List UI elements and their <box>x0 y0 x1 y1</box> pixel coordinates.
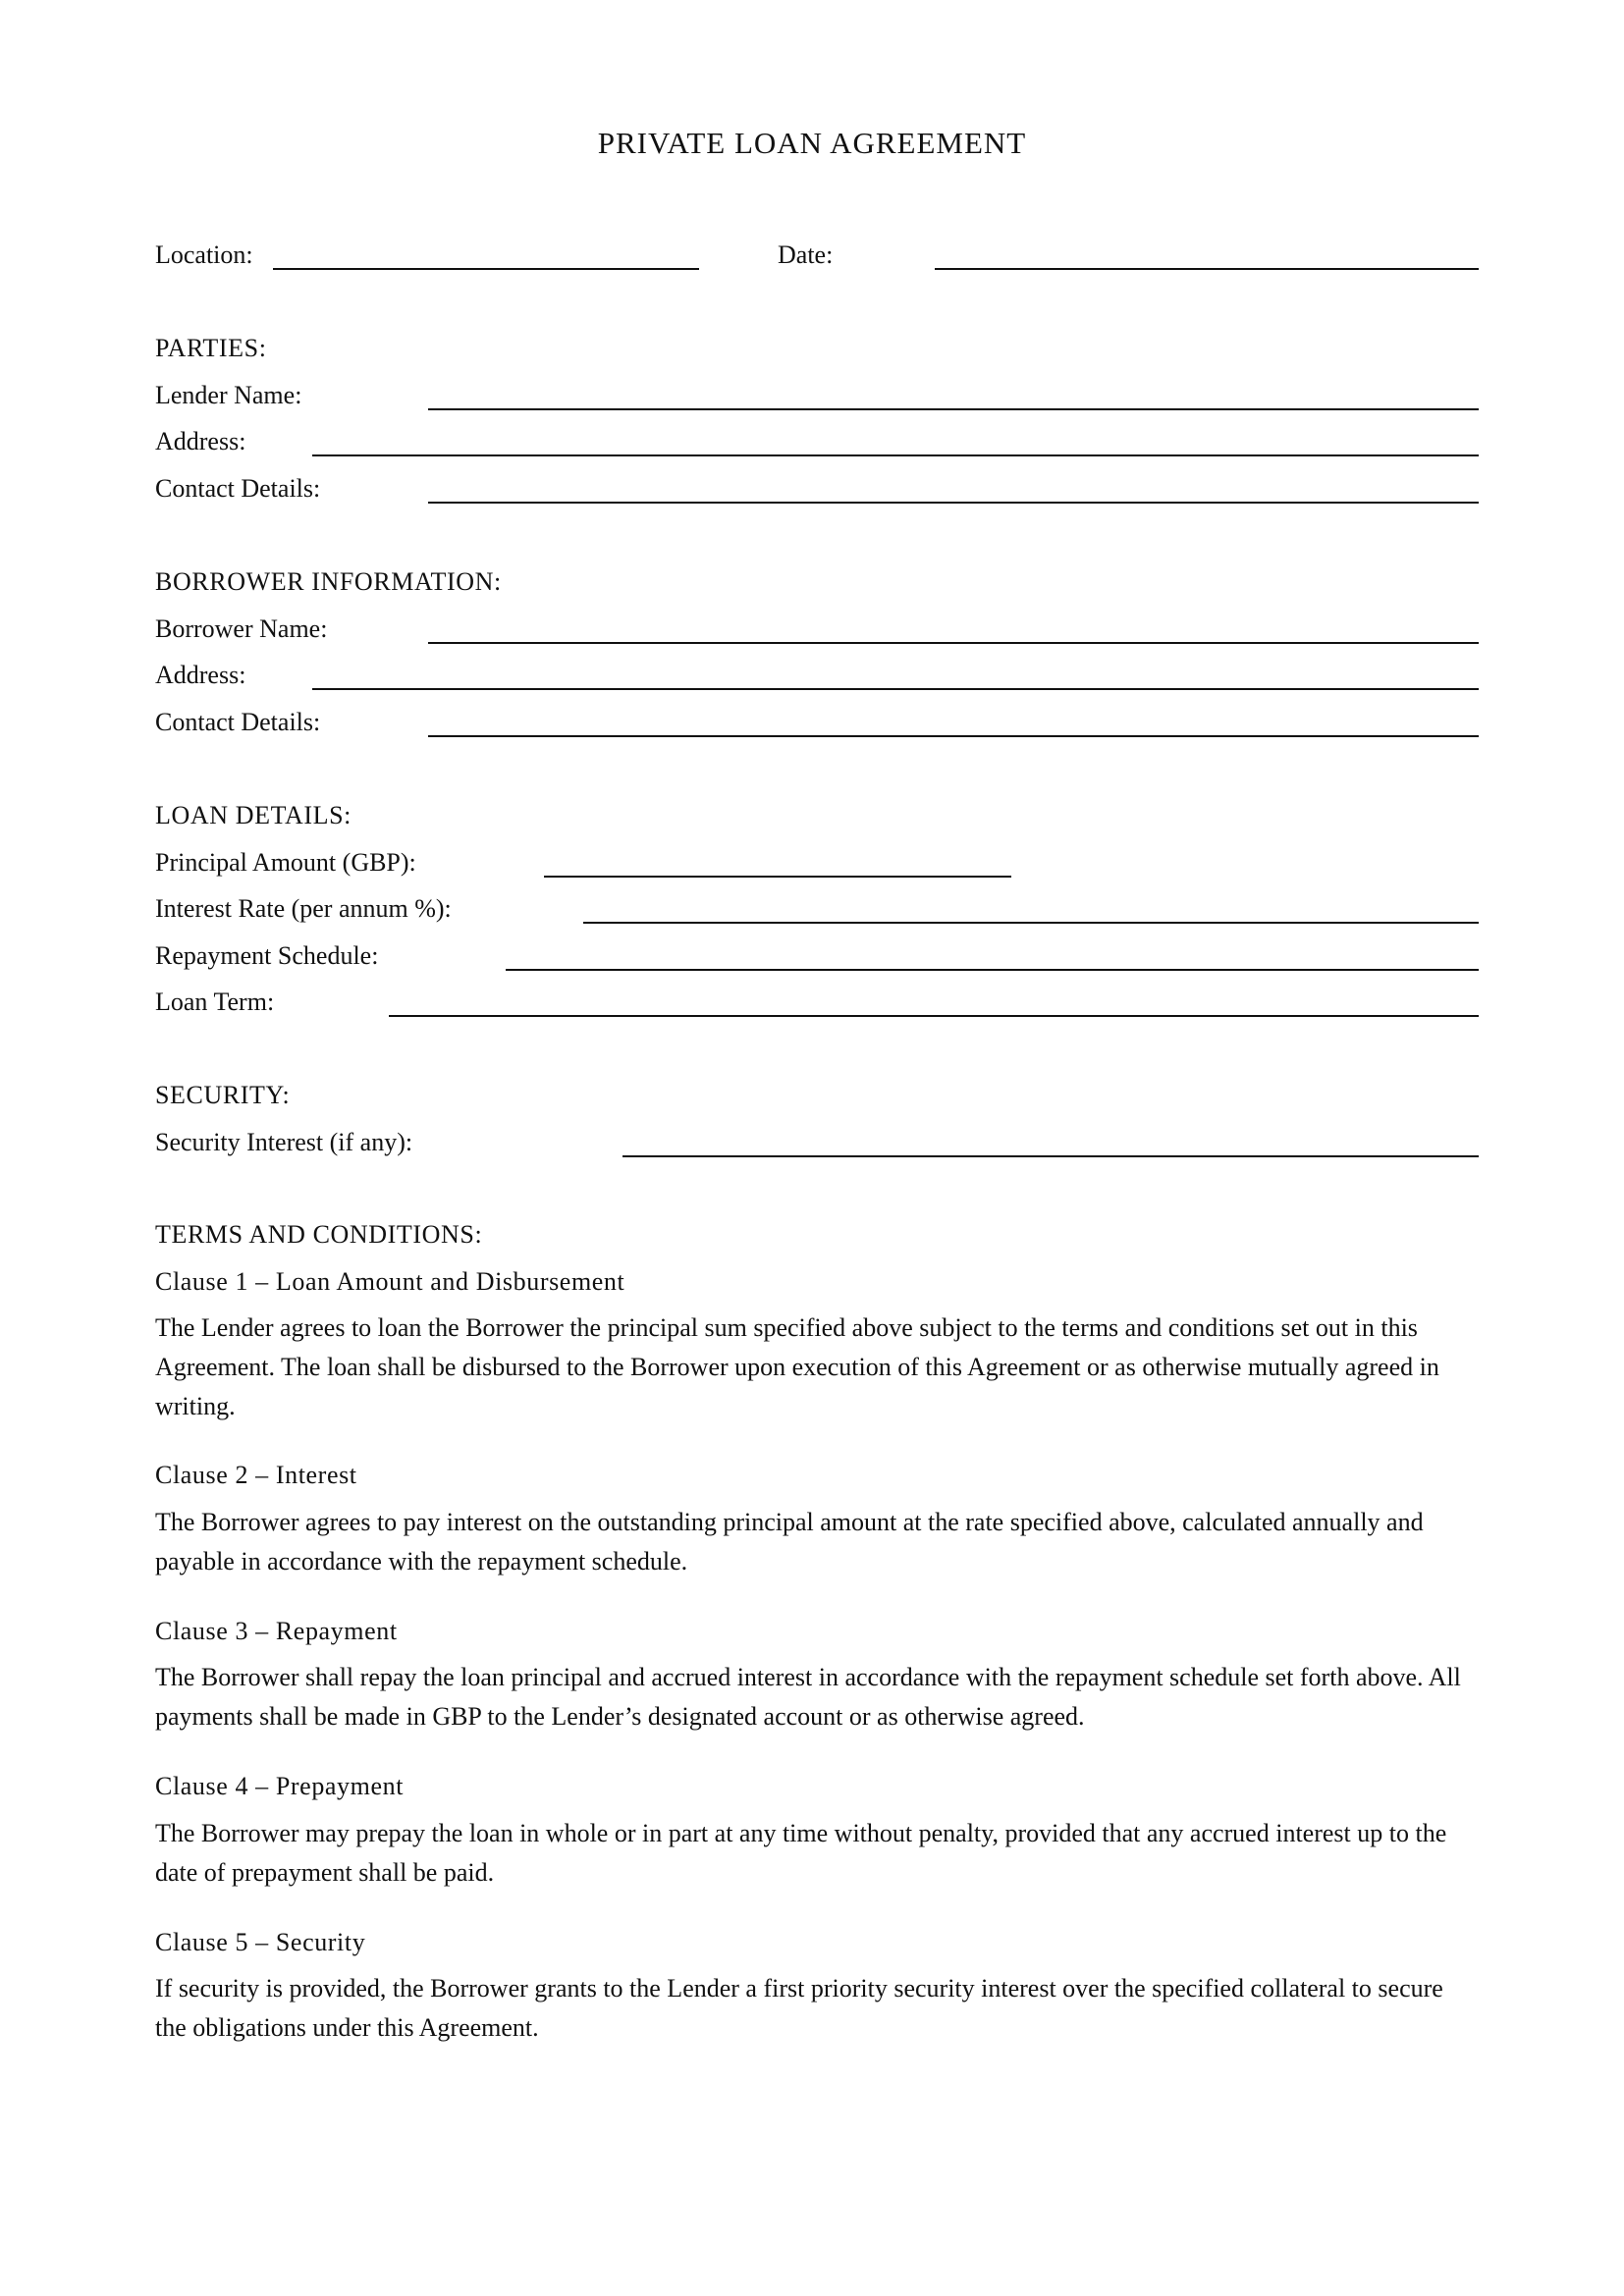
clause-3-title: Clause 3 – Repayment <box>155 1617 398 1645</box>
interest-rate-label: Interest Rate (per annum %): <box>155 894 452 923</box>
repayment-schedule-row <box>155 936 1479 976</box>
borrower-name-label: Borrower Name: <box>155 614 328 643</box>
clause-2-body: The Borrower agrees to pay interest on the outstanding principal amount at the rate specified above, calculated annually and payable in accordance with the repayment schedule. <box>155 1508 1424 1575</box>
lender-contact-label: Contact Details: <box>155 474 321 503</box>
location-label: Location: <box>155 240 253 269</box>
parties-heading: PARTIES: <box>155 334 267 362</box>
clause-1-body: The Lender agrees to loan the Borrower the principal sum specified above subject to the terms and conditions set out in this Agreement. The loan shall be disbursed to the Borrower upon execution of this Agreement or as otherwise mutually agreed in writing. <box>155 1313 1439 1420</box>
date-field[interactable] <box>935 268 1479 270</box>
loan-term-label: Loan Term: <box>155 988 275 1016</box>
lender-address-field[interactable] <box>312 454 1479 456</box>
clause-3-body: The Borrower shall repay the loan principal and accrued interest in accordance with the repayment schedule set forth above. All payments shall be made in GBP to the Lender’s designated account or as otherwise agreed. <box>155 1663 1461 1731</box>
security-interest-row <box>155 1123 1479 1162</box>
borrower-heading: BORROWER INFORMATION: <box>155 567 502 596</box>
clause-4-title: Clause 4 – Prepayment <box>155 1772 405 1800</box>
loan-term-field[interactable] <box>389 1015 1479 1017</box>
principal-amount-row <box>155 843 1479 882</box>
borrower-name-field[interactable] <box>428 642 1479 644</box>
borrower-contact-row <box>155 703 1479 742</box>
lender-address-label: Address: <box>155 427 246 455</box>
lender-contact-field[interactable] <box>428 502 1479 504</box>
lender-contact-row <box>155 469 1479 508</box>
security-interest-field[interactable] <box>623 1155 1479 1157</box>
loan-details-heading: LOAN DETAILS: <box>155 801 352 829</box>
lender-name-field[interactable] <box>428 408 1479 410</box>
lender-name-row <box>155 376 1479 415</box>
security-interest-label: Security Interest (if any): <box>155 1128 413 1156</box>
location-date-row <box>155 236 1479 275</box>
clause-5-title: Clause 5 – Security <box>155 1928 366 1956</box>
borrower-contact-field[interactable] <box>428 735 1479 737</box>
clause-5-body: If security is provided, the Borrower grants to the Lender a first priority security interest over the specified collateral to secure the obligations under this Agreement. <box>155 1974 1443 2042</box>
repayment-schedule-label: Repayment Schedule: <box>155 941 379 970</box>
lender-address-row <box>155 422 1479 461</box>
document-title: PRIVATE LOAN AGREEMENT <box>597 126 1027 160</box>
repayment-schedule-field[interactable] <box>506 969 1479 971</box>
clause-4-body: The Borrower may prepay the loan in whole or in part at any time without penalty, provided that any accrued interest up to the date of prepayment shall be paid. <box>155 1819 1447 1887</box>
borrower-name-row <box>155 610 1479 649</box>
security-heading: SECURITY: <box>155 1081 291 1109</box>
borrower-address-row <box>155 656 1479 695</box>
borrower-contact-label: Contact Details: <box>155 708 321 736</box>
terms-heading: TERMS AND CONDITIONS: <box>155 1220 483 1249</box>
borrower-address-field[interactable] <box>312 688 1479 690</box>
clause-2-title: Clause 2 – Interest <box>155 1461 357 1489</box>
principal-amount-field[interactable] <box>544 876 1011 878</box>
loan-term-row <box>155 983 1479 1022</box>
location-field[interactable] <box>273 268 699 270</box>
date-label: Date: <box>778 240 834 269</box>
interest-rate-row <box>155 889 1479 929</box>
borrower-address-label: Address: <box>155 661 246 689</box>
lender-name-label: Lender Name: <box>155 381 302 409</box>
interest-rate-field[interactable] <box>583 922 1479 924</box>
clause-1-title: Clause 1 – Loan Amount and Disbursement <box>155 1267 625 1296</box>
principal-amount-label: Principal Amount (GBP): <box>155 848 416 877</box>
